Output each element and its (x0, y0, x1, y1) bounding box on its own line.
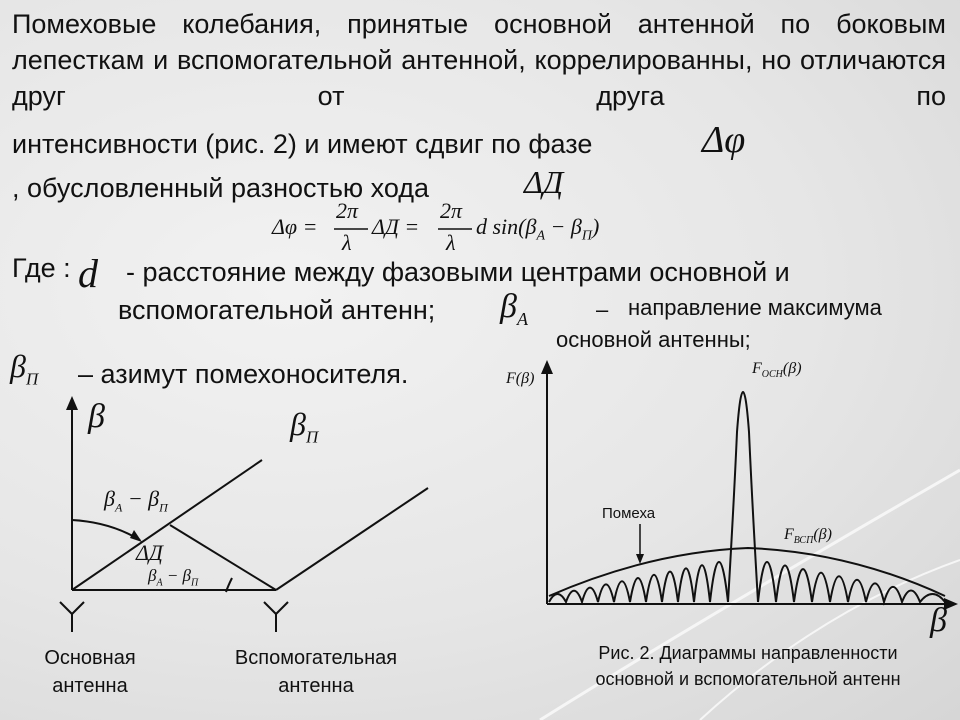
where-text: - расстояние между фазовыми центрами основной и (126, 257, 790, 287)
formula-den-2: λ (446, 230, 456, 255)
main-pattern-sidelobes (549, 562, 945, 602)
main-pattern-mainlobe (728, 392, 758, 602)
formula-den-1: λ (342, 230, 352, 255)
path-difference-label: ΔД (136, 540, 163, 565)
angle-label: $\beta_А - \beta_П$ (104, 486, 168, 515)
formula-mid: ΔД = (372, 214, 420, 239)
interference-pointer-arrow (636, 554, 644, 564)
formula-num-1: 2π (336, 198, 359, 223)
aux-antenna-label: Вспомогательная антенна (234, 647, 398, 697)
formula-num-2: 2π (440, 198, 463, 223)
formula-lhs: Δφ = (272, 214, 318, 239)
delta-phi-symbol: Δφ (702, 119, 746, 161)
pattern-y-label: F(β) (506, 370, 535, 387)
pattern-x-label: β (930, 602, 947, 639)
beam-beta-p-label: $\beta_П$ (290, 406, 319, 447)
max-direction-text: направление максимума (628, 295, 882, 320)
delta-d-symbol: ΔД (524, 164, 564, 200)
small-angle-label: $\beta_А - \beta_П$ (148, 566, 199, 589)
d-symbol: d (78, 251, 98, 296)
axis-beta-label: β (88, 398, 105, 435)
dash-small: – (596, 297, 609, 322)
intro-paragraph: Помеховые колебания, принятые основной антенной по боковым лепесткам и вспомогательной антенной, коррелированны, но отличаются друг от друга по (12, 9, 946, 111)
where-label: Где : (12, 253, 71, 283)
max-direction-text-2: основной антенны; (556, 327, 751, 352)
formula-rhs: d $\sin(\beta_A - \beta_П)$ (476, 214, 600, 244)
azimuth-text: – азимут помехоносителя. (78, 359, 409, 389)
aux-pattern-curve (549, 548, 945, 596)
interference-label: Помеха (602, 505, 656, 522)
beta-a-symbol: $\beta_А$ (500, 288, 528, 329)
figure-caption: Рис. 2. Диаграммы направленности основной и вспомогательной антенн (595, 643, 901, 689)
where-text-line-2: вспомогательной антенн; (118, 295, 436, 325)
pattern-y-axis-arrow (541, 360, 553, 374)
beta-p-symbol: $\beta_П$ (10, 348, 39, 389)
aux-pattern-label: $F_{ВСП}(\beta)$ (784, 526, 832, 547)
phase-shift-line: интенсивности (рис. 2) и имеют сдвиг по фазе (12, 129, 593, 159)
path-difference-line: , обусловленный разностью хода (12, 173, 430, 203)
main-antenna-label: Основная антенна (44, 647, 136, 697)
main-pattern-label: $F_{ОСН}(\beta)$ (752, 360, 802, 381)
